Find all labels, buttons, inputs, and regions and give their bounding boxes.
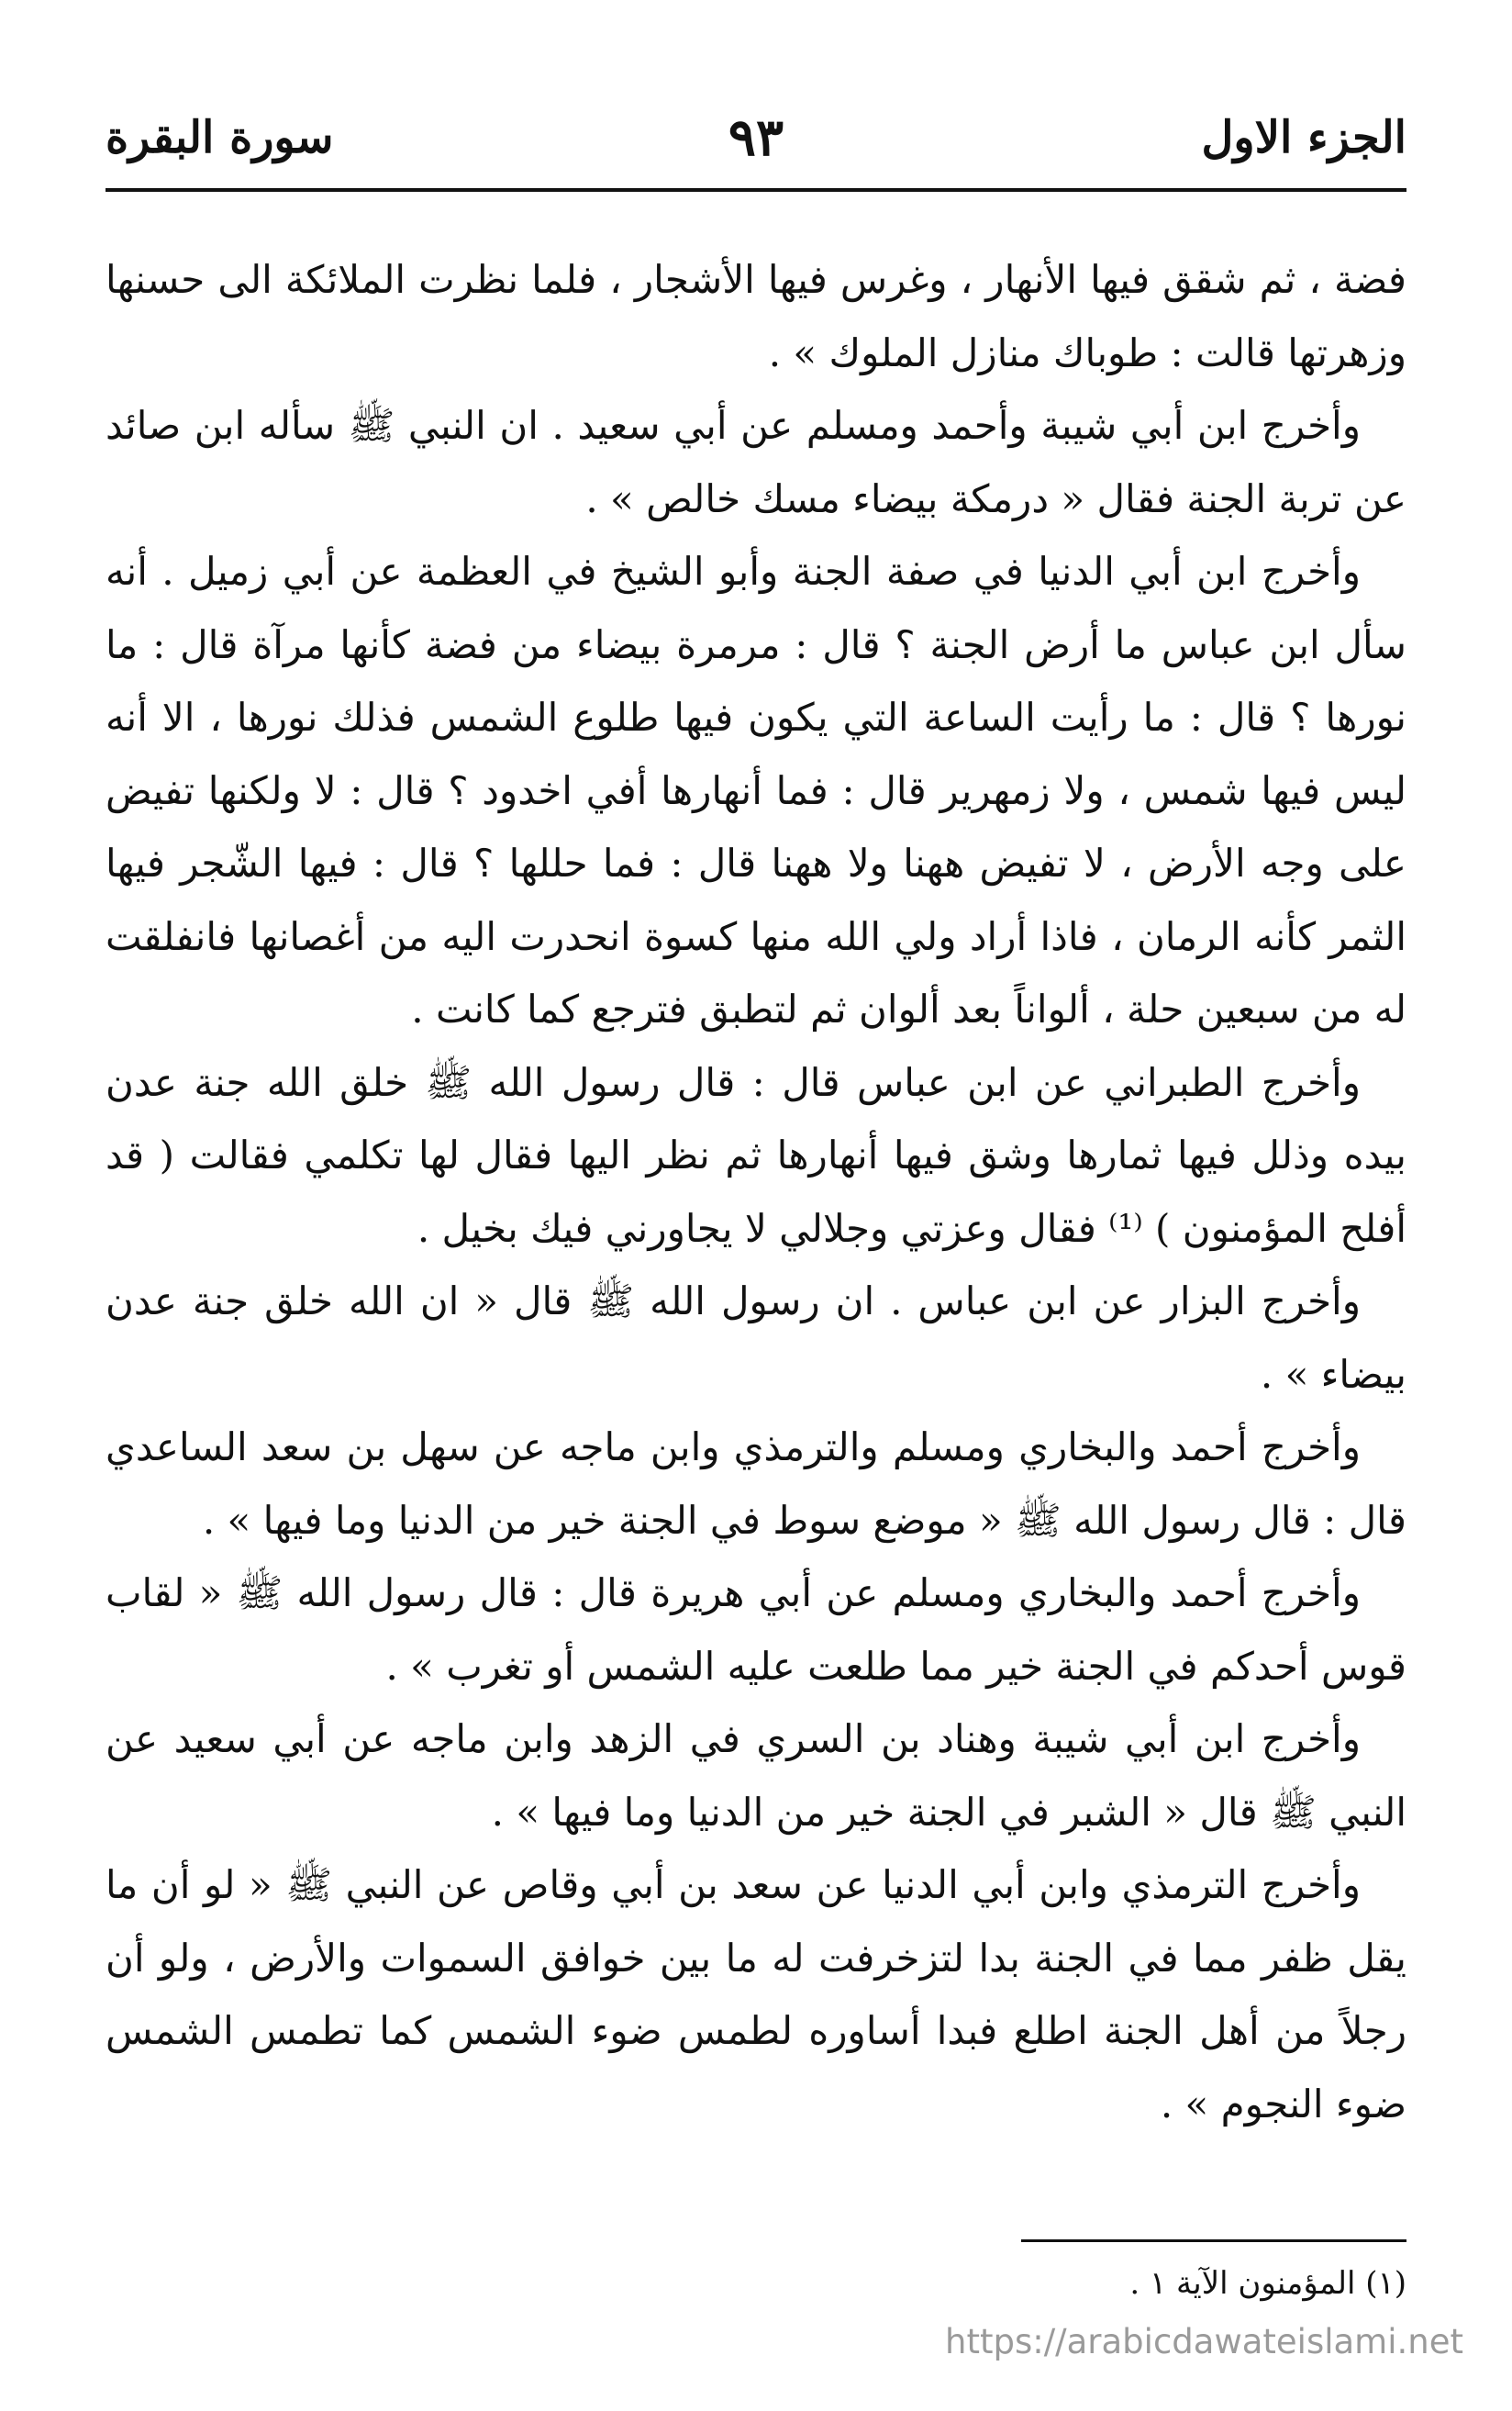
footnote: (١) المؤمنون الآية ١ .	[1129, 2265, 1406, 2302]
paragraph-7: وأخرج أحمد والبخاري ومسلم عن أبي هريرة قال : قال رسول الله ﷺ « لقاب قوس أحدكم في الجنة خير مما طلعت عليه الشمس أو تغرب » .	[106, 1570, 1406, 1689]
paragraph-4: وأخرج الطبراني عن ابن عباس قال : قال رسول الله ﷺ خلق الله جنة عدن بيده وذلل فيها ثمارها وشق فيها أنهارها ثم نظر اليها فقال لها تكلمي فقالت ( قد أفلح المؤمنون ) ⁽¹⁾ فقال وعزتي وجلالي لا يجاورني فيك بخيل .	[106, 1059, 1406, 1251]
paragraph-1: فضة ، ثم شقق فيها الأنهار ، وغرس فيها الأشجار ، فلما نظرت الملائكة الى حسنها وزهرتها قالت : طوباك منازل الملوك » .	[106, 257, 1406, 375]
paragraph-3: وأخرج ابن أبي الدنيا في صفة الجنة وأبو الشيخ في العظمة عن أبي زميل . أنه سأل ابن عباس ما أرض الجنة ؟ قال : مرمرة بيضاء من فضة كأنها مرآة قال : ما نورها ؟ قال : ما رأيت الساعة التي يكون فيها طلوع الشمس فذلك نورها ، الا أنه ليس فيها شمس ، ولا زمهرير قال : فما أنهارها أفي اخدود ؟ قال : لا ولكنها تفيض على وجه الأرض ، لا تفيض ههنا ولا ههنا قال : فما حللها ؟ قال : فيها الشّجر فيها الثمر كأنه الرمان ، فاذا أراد ولي الله منها كسوة انحدرت اليه من أغصانها فانفلقت له من سبعين حلة ، ألواناً بعد ألوان ثم لتطبق فترجع كما كانت .	[106, 549, 1406, 1032]
page-header	[106, 101, 1406, 174]
page	[106, 0, 1406, 2411]
surah-title: سورة البقرة	[106, 112, 334, 163]
paragraph-6: وأخرج أحمد والبخاري ومسلم والترمذي وابن ماجه عن سهل بن سعد الساعدي قال : قال رسول الله ﷺ « موضع سوط في الجنة خير من الدنيا وما فيها » .	[106, 1424, 1406, 1543]
paragraph-8: وأخرج ابن أبي شيبة وهناد بن السري في الزهد وابن ماجه عن أبي سعيد عن النبي ﷺ قال « الشبر في الجنة خير من الدنيا وما فيها » .	[106, 1716, 1406, 1835]
paragraph-2: وأخرج ابن أبي شيبة وأحمد ومسلم عن أبي سعيد . ان النبي ﷺ سأله ابن صائد عن تربة الجنة فقال « درمكة بيضاء مسك خالص » .	[106, 403, 1406, 521]
footnote-divider	[1021, 2239, 1406, 2242]
paragraph-9: وأخرج الترمذي وابن أبي الدنيا عن سعد بن أبي وقاص عن النبي ﷺ « لو أن ما يقل ظفر مما في الجنة بدا لتزخرفت له ما بين خوافق السموات والأرض ، ولو أن رجلاً من أهل الجنة اطلع فبدا أساوره لطمس ضوء الشمس كما تطمس الشمس ضوء النجوم » .	[106, 1862, 1406, 2126]
body-text	[106, 243, 1406, 2140]
part-title: الجزء الاول	[1201, 112, 1406, 163]
header-divider	[106, 188, 1406, 192]
paragraph-5: وأخرج البزار عن ابن عباس . ان رسول الله ﷺ قال « ان الله خلق جنة عدن بيضاء » .	[106, 1278, 1406, 1397]
watermark-url: https://arabicdawateislami.net	[945, 2322, 1463, 2361]
page-number: ٩٣	[728, 107, 784, 168]
